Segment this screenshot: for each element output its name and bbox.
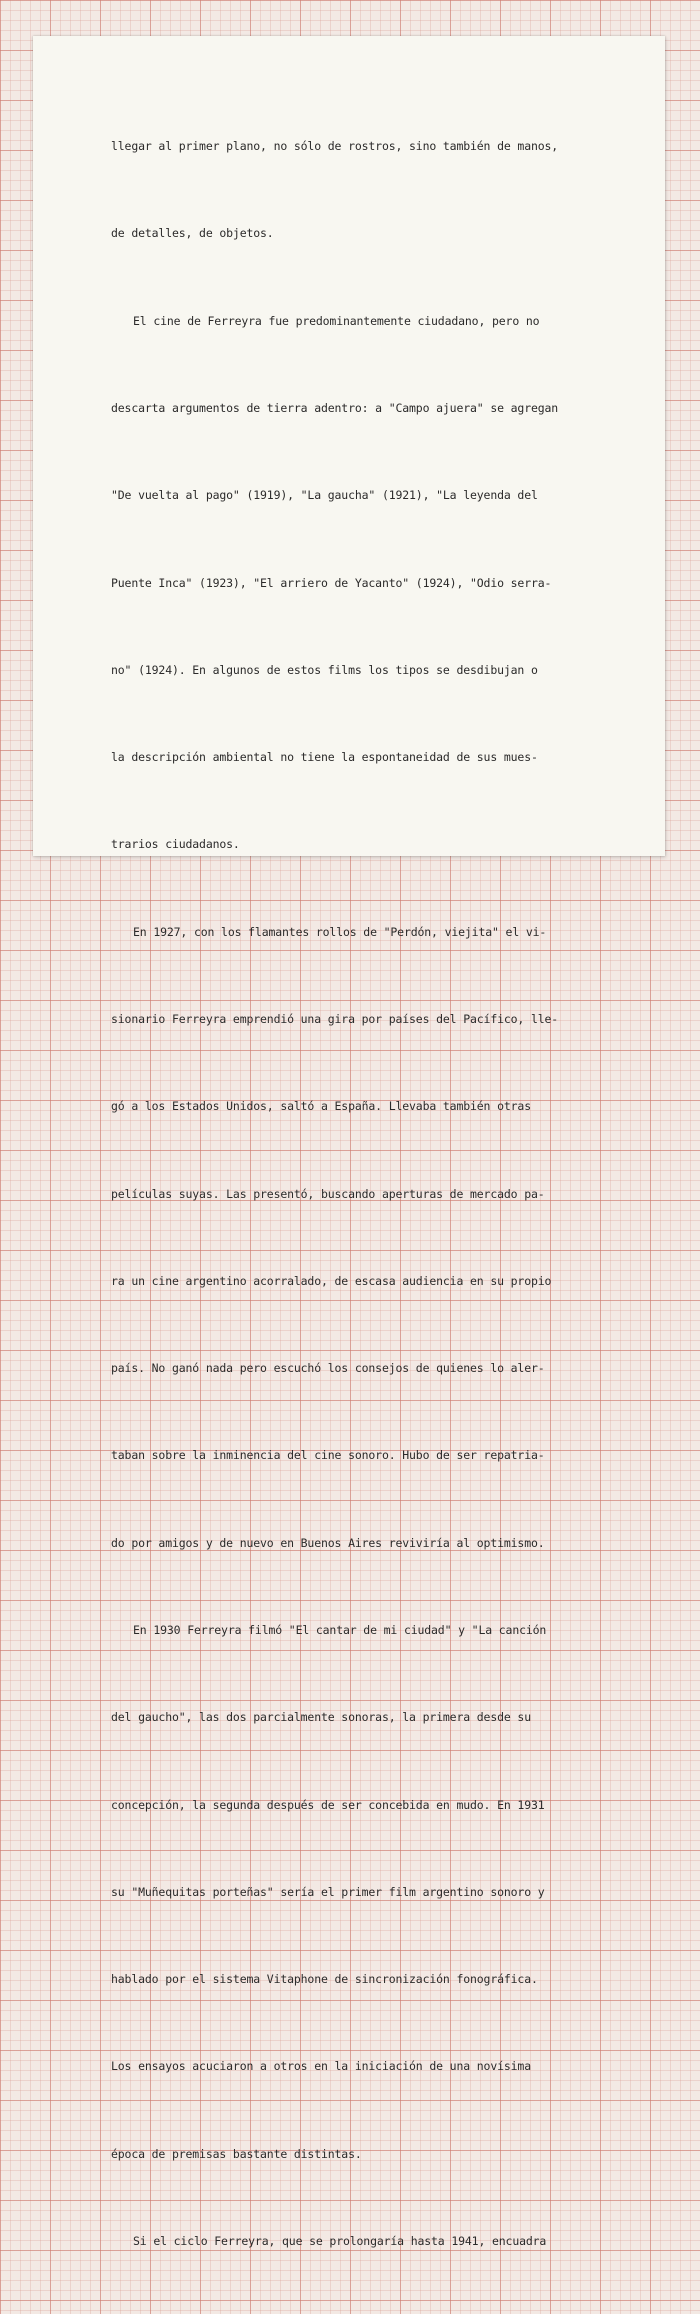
text-line: do por amigos y de nuevo en Buenos Aires reviviría al optimismo.: [111, 1535, 545, 1550]
text-line: del gaucho", las dos parcialmente sonoras, la primera desde su: [111, 1710, 531, 1725]
text-line: Puente Inca" (1923), "El arriero de Yacanto" (1924), "Odio serra-: [111, 575, 552, 590]
text-line: hablado por el sistema Vitaphone de sincronización fonográfica.: [111, 1972, 538, 1987]
text-line: trarios ciudadanos.: [111, 837, 240, 852]
text-line: Los ensayos acuciaron a otros en la iniciación de una novísima: [111, 2059, 531, 2074]
text-line: sionario Ferreyra emprendió una gira por países del Pacífico, lle-: [111, 1012, 559, 1026]
typewritten-text: [111, 74, 641, 2314]
text-line: taban sobre la inminencia del cine sonoro. Hubo de ser repatria-: [111, 1448, 545, 1463]
paragraph-first-line: Si el ciclo Ferreyra, que se prolongaría hasta 1941, encuadra: [133, 2233, 547, 2248]
paragraph-first-line: En 1930 Ferreyra filmó "El cantar de mi ciudad" y "La canción: [133, 1622, 547, 1637]
text-line: país. No ganó nada pero escuchó los consejos de quienes lo aler-: [111, 1361, 545, 1376]
paragraph-first-line: El cine de Ferreyra fue predominantemente ciudadano, pero no: [133, 313, 540, 328]
text-line: llegar al primer plano, no sólo de rostros, sino también de manos,: [111, 139, 559, 154]
paragraph-first-line: En 1927, con los flamantes rollos de "Perdón, viejita" el vi-: [133, 924, 547, 939]
text-line: ra un cine argentino acorralado, de escasa audiencia en su propio: [111, 1273, 552, 1288]
typewritten-page: [33, 36, 665, 2248]
text-line: su "Muñequitas porteñas" sería el primer film argentino sonoro y: [111, 1884, 545, 1899]
text-line: la descripción ambiental no tiene la espontaneidad de sus mues-: [111, 750, 538, 765]
text-line: películas suyas. Las presentó, buscando aperturas de mercado pa-: [111, 1186, 545, 1201]
text-line: de detalles, de objetos.: [111, 226, 274, 241]
text-line: época de premisas bastante distintas.: [111, 2146, 362, 2161]
text-line: no" (1924). En algunos de estos films los tipos se desdibujan o: [111, 662, 538, 677]
text-line: gó a los Estados Unidos, saltó a España. Llevaba también otras: [111, 1099, 531, 1114]
text-line: "De vuelta al pago" (1919), "La gaucha" (1921), "La leyenda del: [111, 488, 538, 503]
text-line: descarta argumentos de tierra adentro: a "Campo ajuera" se agregan: [111, 401, 559, 416]
text-line: concepción, la segunda después de ser concebida en mudo. En 1931: [111, 1797, 545, 1812]
